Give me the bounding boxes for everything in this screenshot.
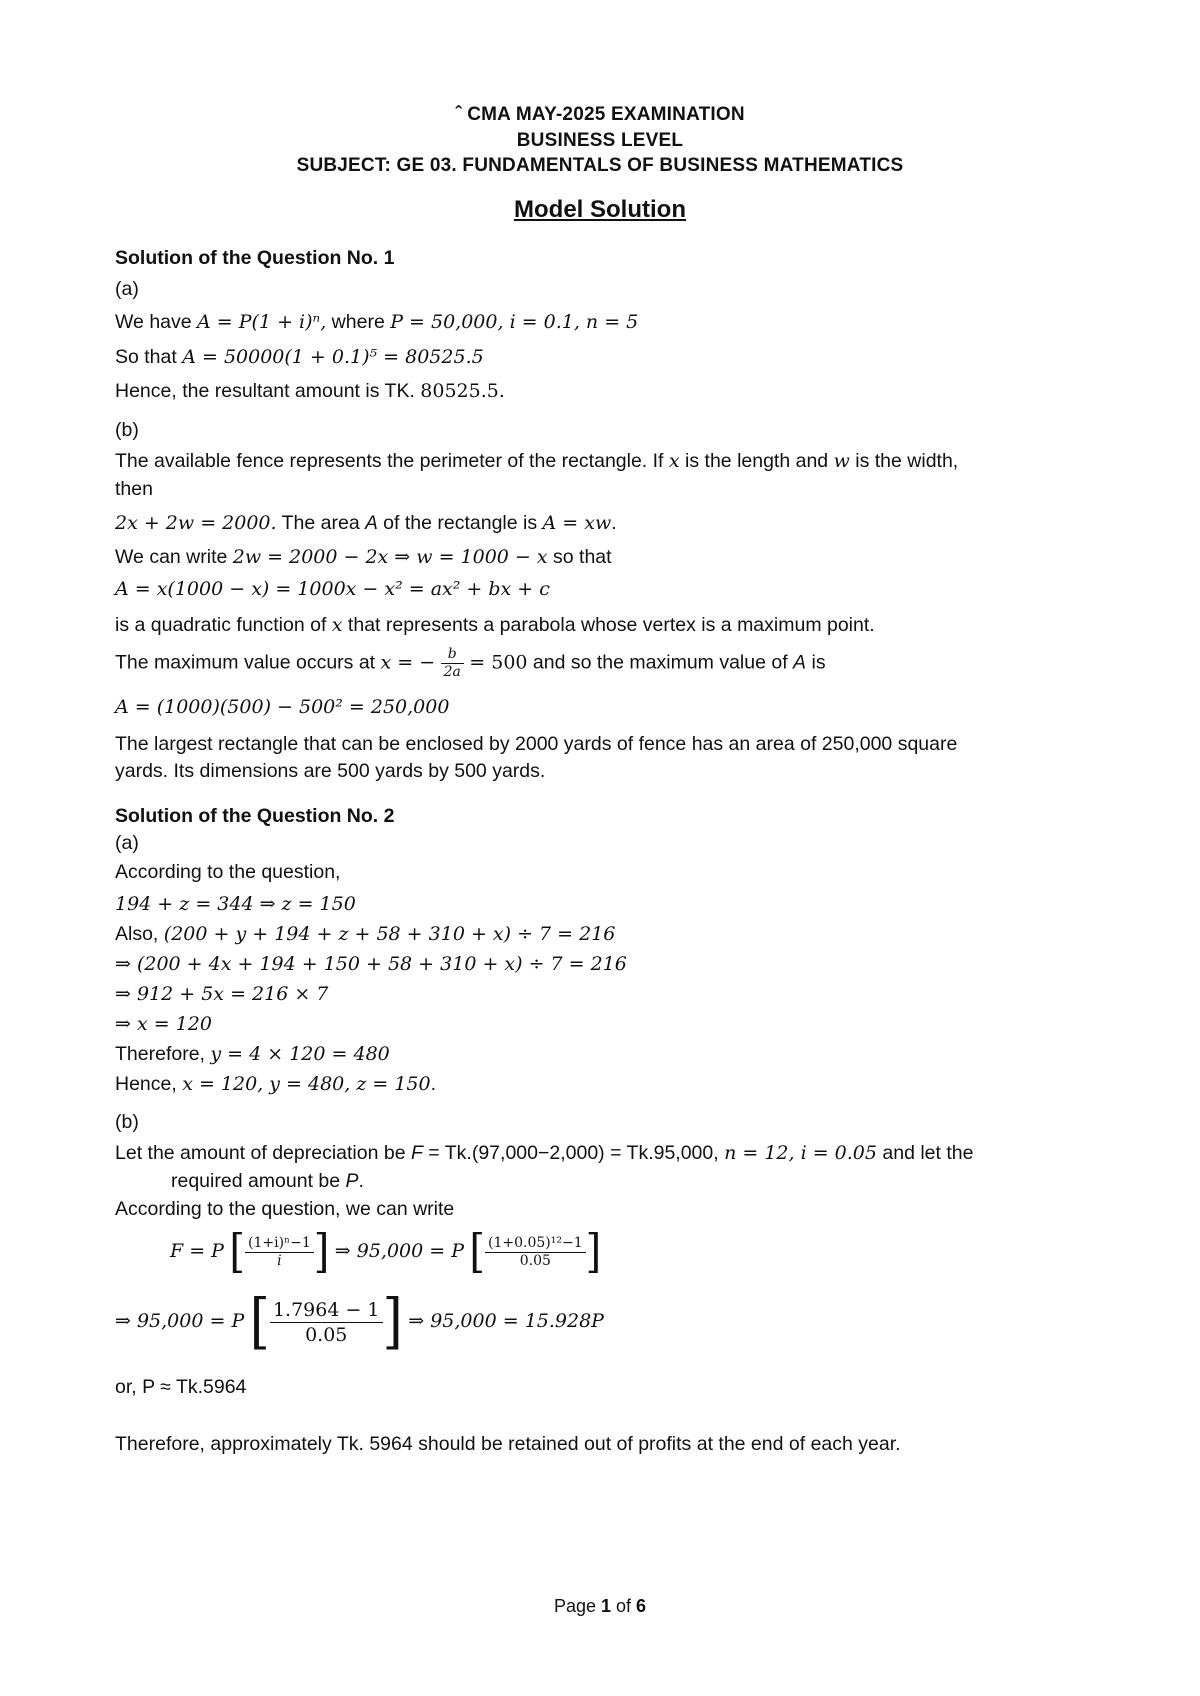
page-number: 1	[601, 1596, 612, 1616]
denominator: 0.05	[305, 1323, 348, 1346]
text: is the length and	[679, 450, 834, 472]
text: The available fence represents the perimeter of the rectangle. If	[115, 450, 669, 472]
q1-a-line1	[115, 311, 638, 334]
right-bracket: ]	[585, 1225, 602, 1279]
q1-b-line6	[115, 614, 875, 637]
q1-b-line8	[115, 696, 449, 719]
equation: A = P(1 + i)ⁿ,	[197, 311, 327, 333]
text: Also,	[115, 923, 164, 945]
numerator: (1+0.05)¹²−1	[485, 1235, 586, 1253]
equation: A = 50000(1 + 0.1)⁵ = 80525.5	[182, 346, 484, 368]
fraction	[441, 646, 464, 681]
q2-b-result: or, P ≈ Tk.5964	[115, 1376, 247, 1398]
amount-value: 80525.5.	[420, 380, 505, 402]
equation: y = 4 × 120 = 480	[210, 1043, 390, 1065]
variable: F	[410, 1142, 423, 1164]
equation: P = 50,000, i = 0.1, n = 5	[390, 311, 639, 333]
text: The area	[276, 512, 366, 534]
variable: A	[793, 651, 807, 674]
equation: ⇒ 95,000 = P	[334, 1240, 464, 1263]
text: and let the	[876, 1142, 974, 1164]
equation: x = −	[380, 651, 436, 674]
q1-b-line1	[115, 450, 958, 473]
text: = Tk.(97,000−2,000) = Tk.95,000,	[422, 1142, 725, 1164]
text: Hence, the resultant amount is TK.	[115, 380, 421, 402]
left-bracket: [	[249, 1287, 270, 1357]
text: Let the amount of depreciation be	[115, 1142, 411, 1164]
text: that represents a parabola whose vertex is a maximum point.	[342, 614, 875, 636]
equation: A = x(1000 − x) = 1000x − x² = ax² + bx + c	[115, 578, 550, 600]
text: of the rectangle is	[377, 512, 543, 534]
variable: w	[833, 450, 850, 472]
q1-b-line7	[115, 646, 826, 681]
variable: x	[668, 450, 680, 472]
q2-calc-line	[115, 1287, 604, 1357]
fraction	[245, 1235, 314, 1270]
text: so that	[547, 546, 612, 568]
of-label: of	[611, 1596, 637, 1616]
variable: x	[331, 614, 343, 636]
equation: 2x + 2w = 2000.	[115, 512, 277, 534]
equation: ⇒ x = 120	[115, 1013, 212, 1035]
denominator: i	[277, 1252, 282, 1269]
q2-a-line4	[115, 953, 627, 976]
equation: F = P	[170, 1240, 224, 1263]
equation: x = 120, y = 480, z = 150	[182, 1073, 431, 1095]
q2-a-line8	[115, 1073, 436, 1096]
q1-b-conclusion2: yards. Its dimensions are 500 yards by 500 yards.	[115, 760, 546, 782]
page-title: Model Solution	[514, 196, 686, 223]
text: We have	[115, 311, 198, 333]
q1-b-line2: then	[115, 478, 153, 500]
q1-part-b-label: (b)	[115, 419, 139, 441]
right-bracket: ]	[313, 1225, 330, 1279]
q1-b-line4	[115, 546, 612, 569]
text: is the width,	[849, 450, 959, 472]
text: .	[358, 1170, 364, 1192]
denominator: 2a	[443, 664, 461, 680]
q2-a-line1: According to the question,	[115, 861, 341, 883]
text: is a quadratic function of	[115, 614, 332, 636]
text: The maximum value occurs at	[115, 651, 381, 674]
q2-a-line2	[115, 893, 356, 916]
text: Hence,	[115, 1073, 183, 1095]
q1-part-a-label: (a)	[115, 278, 139, 300]
numerator: b	[441, 646, 464, 664]
numerator: (1+i)ⁿ−1	[245, 1235, 314, 1253]
q2-a-line6	[115, 1013, 212, 1036]
left-bracket: [	[229, 1225, 245, 1279]
page-label: Page	[553, 1596, 601, 1616]
right-bracket: ]	[382, 1287, 403, 1357]
q2-formula-line	[170, 1225, 602, 1279]
q2-b-line3: According to the question, we can write	[115, 1198, 455, 1220]
fraction	[485, 1235, 586, 1270]
numerator: 1.7964 − 1	[270, 1298, 383, 1323]
variable: P	[345, 1170, 359, 1192]
page-total: 6	[636, 1596, 647, 1616]
q2-a-line7	[115, 1043, 390, 1066]
variable: A	[365, 513, 378, 534]
equation: A = xw	[542, 512, 612, 534]
q2-b-conclusion: Therefore, approximately Tk. 5964 should be retained out of profits at the end of each year.	[115, 1433, 901, 1455]
equation: ⇒ 95,000 = P	[115, 1310, 245, 1333]
equation: n = 12, i = 0.05	[724, 1142, 877, 1164]
q2-a-line3	[115, 923, 615, 946]
q2-part-b-label: (b)	[115, 1111, 139, 1133]
equation: ⇒ (200 + 4x + 194 + 150 + 58 + 310 + x) ÷ 7 = 216	[115, 953, 627, 975]
text: .	[430, 1073, 437, 1095]
text: where	[326, 311, 391, 333]
q1-b-line5	[115, 578, 550, 601]
subject-title: SUBJECT: GE 03. FUNDAMENTALS OF BUSINESS MATHEMATICS	[296, 155, 904, 176]
q2-heading: Solution of the Question No. 2	[115, 805, 395, 827]
text: and so the maximum value of	[527, 651, 794, 674]
q2-part-a-label: (a)	[115, 832, 139, 854]
left-bracket: [	[469, 1225, 486, 1279]
equation: (200 + y + 194 + z + 58 + 310 + x) ÷ 7 = 216	[163, 923, 616, 945]
page-footer	[0, 1596, 1200, 1617]
q1-a-result	[115, 380, 505, 403]
denominator: 0.05	[519, 1252, 551, 1269]
text: required amount be	[171, 1170, 346, 1192]
text: .	[611, 512, 617, 534]
q2-b-line1	[115, 1142, 973, 1165]
equation: = 500	[469, 651, 528, 674]
q1-b-line3	[115, 512, 617, 535]
equation: A = (1000)(500) − 500² = 250,000	[115, 696, 450, 718]
fraction	[270, 1298, 383, 1347]
text: Therefore,	[115, 1043, 211, 1065]
equation: ⇒ 912 + 5x = 216 × 7	[115, 983, 329, 1005]
equation: ⇒ 95,000 = 15.928P	[408, 1310, 604, 1333]
q1-heading: Solution of the Question No. 1	[115, 247, 395, 269]
q2-b-line2	[171, 1170, 364, 1193]
level-title: BUSINESS LEVEL	[516, 130, 684, 151]
q2-a-line5	[115, 983, 328, 1006]
text: We can write	[115, 546, 233, 568]
q1-a-line2	[115, 346, 484, 369]
text: is	[806, 651, 826, 674]
equation: 2w = 2000 − 2x ⇒ w = 1000 − x	[232, 546, 548, 568]
q1-b-conclusion1: The largest rectangle that can be enclosed by 2000 yards of fence has an area of 250,000 square	[115, 733, 958, 755]
text: So that	[115, 346, 183, 368]
exam-title: ˆ CMA MAY-2025 EXAMINATION	[455, 104, 745, 125]
equation: 194 + z = 344 ⇒ z = 150	[115, 893, 356, 915]
